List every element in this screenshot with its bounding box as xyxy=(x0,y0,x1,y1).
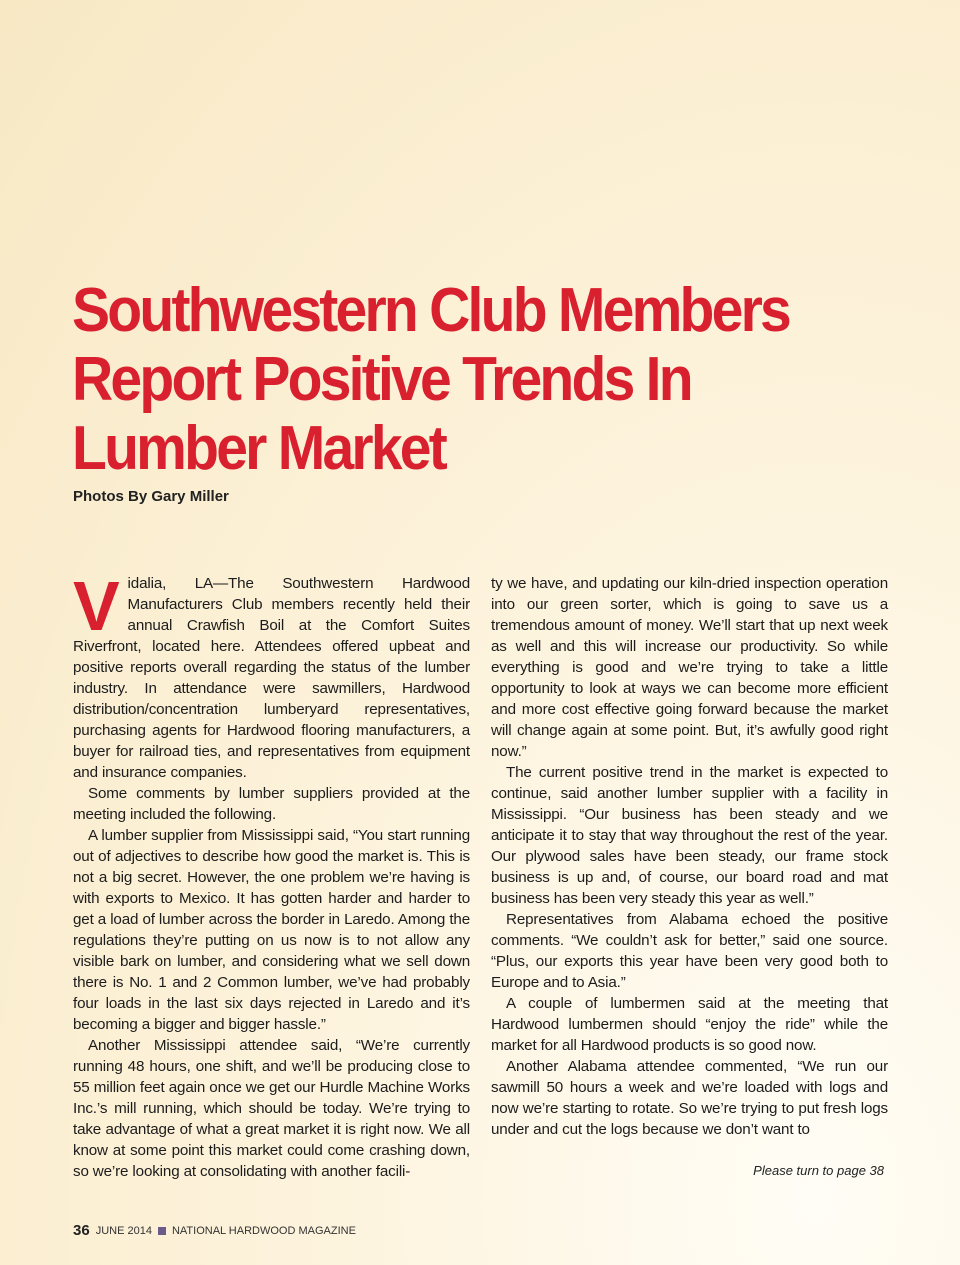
article-paragraph: Another Mississippi attendee said, “We’re currently running 48 hours, one shift, and we’ll be producing close to 55 million feet again once we get our Hurdle Machine Works Inc.’s mill running, which should be today. We’re trying to take advantage of what a great market it is right now. We all know at some point this market could come crashing down, so we’re looking at consolidating with another facili- xyxy=(73,1037,470,1180)
article-headline xyxy=(72,276,826,483)
headline-line: Southwestern Club Members xyxy=(72,276,790,345)
article-paragraph: A couple of lumbermen said at the meeting that Hardwood lumbermen should “enjoy the ride” while the market for all Hardwood products is so good now. xyxy=(491,995,888,1054)
photo-credit: Photos By Gary Miller xyxy=(73,488,229,505)
drop-cap: V xyxy=(73,567,120,645)
continued-note: Please turn to page 38 xyxy=(753,1163,884,1178)
publication-name: NATIONAL HARDWOOD MAGAZINE xyxy=(171,1224,356,1237)
article-paragraph: A lumber supplier from Mississippi said, “You start running out of adjectives to describe how good the market is. This is not a big secret. However, the one problem we’re having is with exports to Mexico. It has gotten harder and harder to get a load of lumber across the border in Laredo. Among the regulations they’re putting on us now is to not allow any visible bark on lumber, and considering what we sell down there is No. 1 and 2 Common lumber, we’ve had probably four loads in the last six days rejected in Laredo and it’s becoming a bigger and bigger hassle.” xyxy=(73,827,470,1033)
page-number: 36 xyxy=(73,1222,90,1239)
article-paragraph: Another Alabama attendee commented, “We run our sawmill 50 hours a week and we’re loaded with logs and now we’re starting to rotate. So we’re trying to put fresh logs under and cut the logs because we don’t want to xyxy=(491,1058,888,1138)
headline-line: Report Positive Trends In xyxy=(72,345,691,414)
article-paragraph xyxy=(73,567,470,783)
article-paragraph: ty we have, and updating our kiln-dried inspection operation into our green sorter, which is going to save us a tremendous amount of money. We’ll start that up next week as well and this will increase our productivity. So while everything is good and we’re trying to take a little opportunity to look at ways we can become more efficient and more cost effective going forward because the market will change again at some point. But, it’s awfully good right now.” xyxy=(491,575,888,760)
issue-date: JUNE 2014 xyxy=(95,1224,152,1237)
square-separator-icon xyxy=(158,1227,166,1235)
paragraph-text: idalia, LA—The Southwestern Hardwood Manufacturers Club members recently held their annual Crawfish Boil at the Comfort Suites Riverfront, located here. Attendees offered upbeat and positive reports overall regarding the status of the lumber industry. In attendance were sawmillers, Hardwood distribution/concentration lumberyard representatives, purchasing agents for Hardwood flooring manufacturers, a buyer for railroad ties, and representatives from equipment and insurance companies. xyxy=(73,575,470,781)
headline-line: Lumber Market xyxy=(72,414,446,483)
page-footer xyxy=(73,1222,356,1239)
article-paragraph: Representatives from Alabama echoed the positive comments. “We couldn’t ask for better,” said one source. “Plus, our exports this year have been very good both to Europe and to Asia.” xyxy=(491,911,888,991)
article-paragraph: The current positive trend in the market is expected to continue, said another lumber supplier with a facility in Mississippi. “Our business has been steady and we anticipate it to stay that way throughout the rest of the year. Our plywood sales have been steady, our frame stock business is up and, of course, our board road and mat business has been very steady this year as well.” xyxy=(491,764,888,907)
article-column-right xyxy=(491,573,888,1140)
article-paragraph: Some comments by lumber suppliers provided at the meeting included the following. xyxy=(73,785,470,823)
article-column-left xyxy=(73,567,470,1182)
